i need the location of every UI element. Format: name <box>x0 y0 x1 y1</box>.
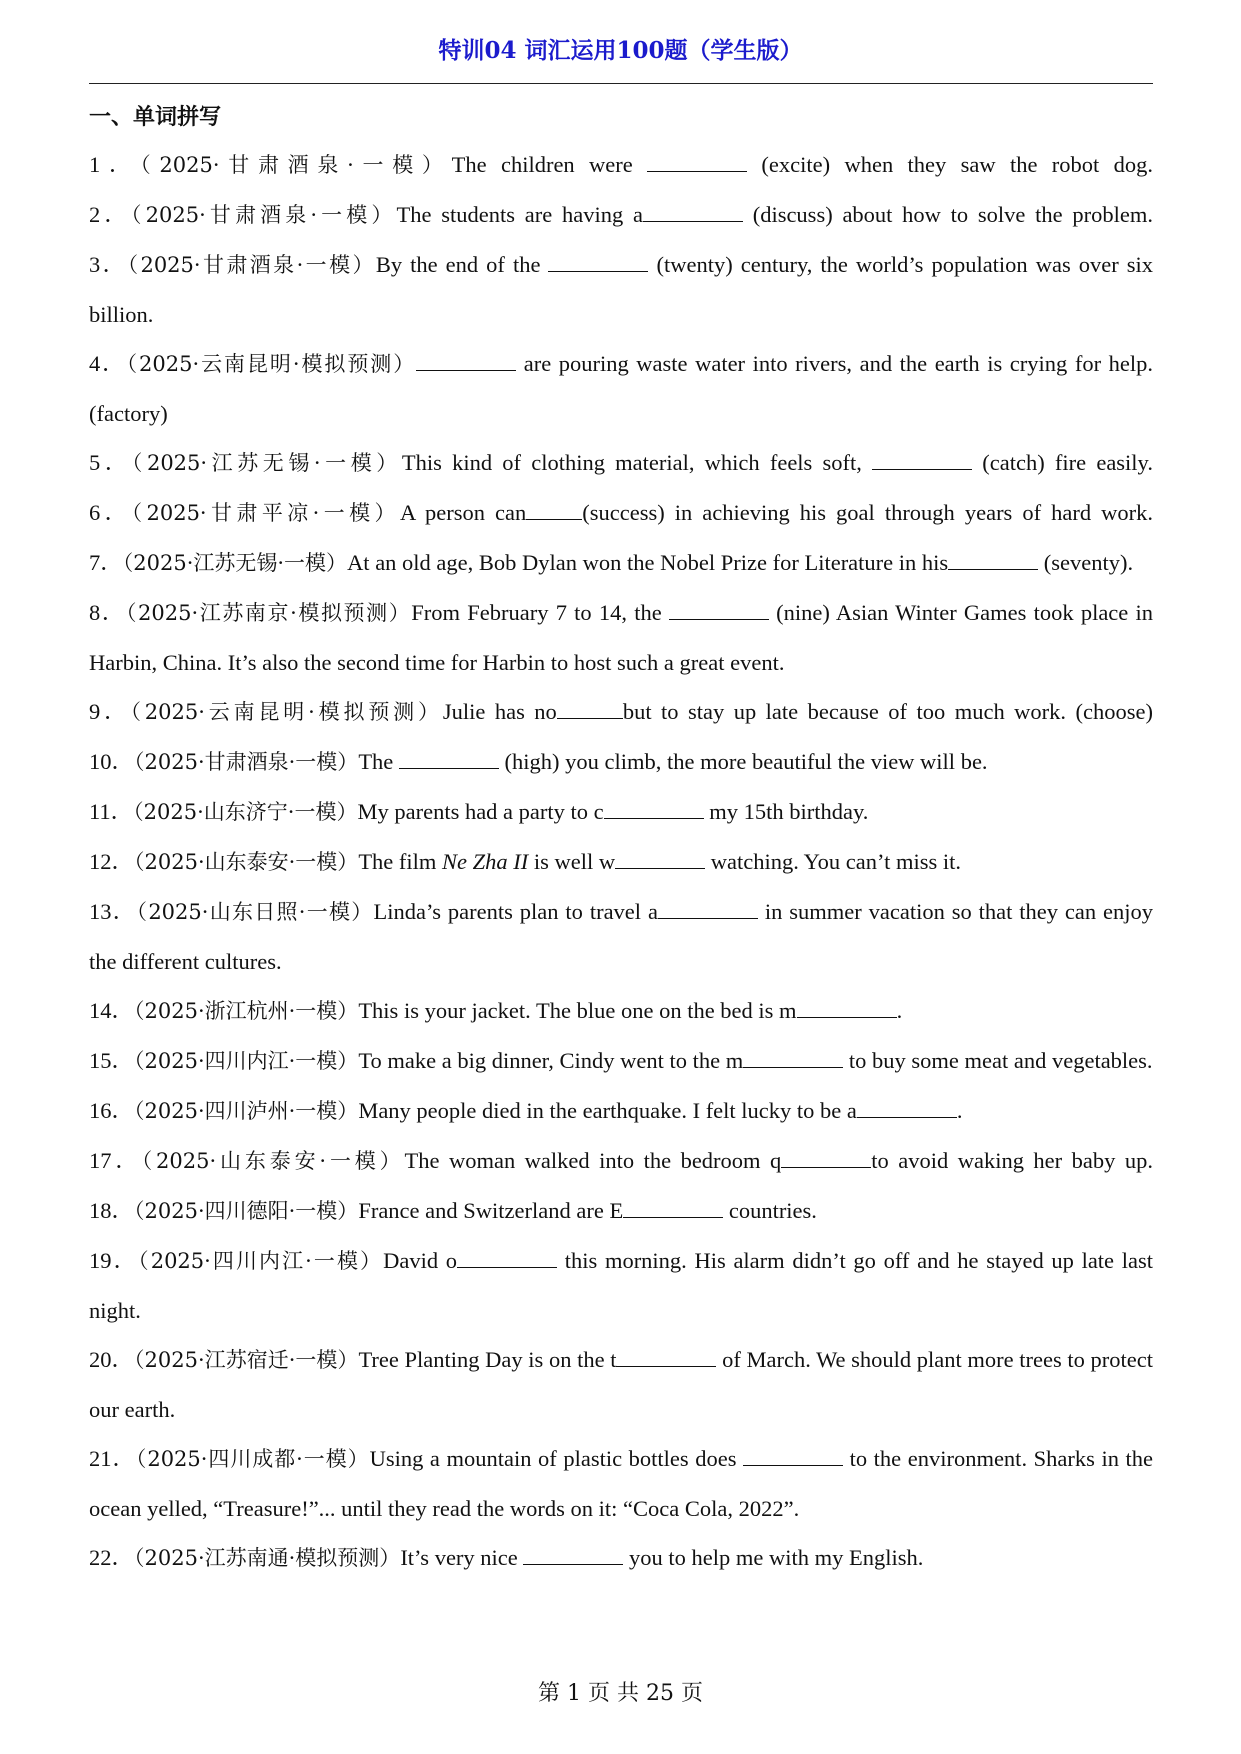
question-source: （2025·江苏无锡·一模） <box>131 451 402 475</box>
answer-blank[interactable] <box>457 1245 557 1268</box>
question-source: （2025·云南昆明·模拟预测） <box>130 700 443 724</box>
section-heading: 一、单词拼写 <box>89 105 222 130</box>
page-title: 特训04 词汇运用100题（学生版） <box>438 37 803 64</box>
answer-blank[interactable] <box>399 746 499 769</box>
answer-blank[interactable] <box>548 249 648 272</box>
question-source: （2025·江苏无锡·一模） <box>122 551 348 575</box>
question-item: 18．（2025·四川德阳·一模）France and Switzerland are E countries. <box>89 1186 1153 1236</box>
question-item: 14．（2025·浙江杭州·一模）This is your jacket. The blue one on the bed is m . <box>89 986 1153 1036</box>
question-item: 11．（2025·山东济宁·一模）My parents had a party to c my 15th birthday. <box>89 787 1153 837</box>
answer-blank[interactable] <box>416 348 516 371</box>
question-item: 16．（2025·四川泸州·一模）Many people died in the earthquake. I felt lucky to be a . <box>89 1086 1153 1136</box>
question-item: 3．（2025·甘肃酒泉·一模）By the end of the (twenty) century, the world’s population was over six billion. <box>89 240 1153 339</box>
question-source: （2025·山东泰安·一模） <box>134 850 359 874</box>
question-item: 21．（2025·四川成都·一模）Using a mountain of plastic bottles does to the environment. Sharks in the ocean yelled, “Treasure!”... until they read the words on it: “Coca Cola, 2022”. <box>89 1434 1153 1533</box>
answer-blank[interactable] <box>526 497 582 520</box>
question-item: 8．（2025·江苏南京·模拟预测）From February 7 to 14, the (nine) Asian Winter Games took place in Harbin, China. It’s also the second time for Harbin to host such a great event. <box>89 588 1153 687</box>
question-item: 19．（2025·四川内江·一模）David o this morning. His alarm didn’t go off and he stayed up late last night. <box>89 1236 1153 1335</box>
question-source: （2025·甘肃酒泉·一模） <box>140 153 452 177</box>
question-item: 20．（2025·江苏宿迁·一模）Tree Planting Day is on the t of March. We should plant more trees to protect our earth. <box>89 1335 1153 1434</box>
answer-blank[interactable] <box>781 1145 871 1168</box>
answer-blank[interactable] <box>669 597 769 620</box>
question-item: 5．（2025·江苏无锡·一模）This kind of clothing material, which feels soft, (catch) fire easily. <box>89 438 1153 488</box>
question-source: （2025·江苏南京·模拟预测） <box>125 601 412 625</box>
question-source: （2025·浙江杭州·一模） <box>134 999 359 1023</box>
answer-blank[interactable] <box>872 447 972 470</box>
answer-blank[interactable] <box>557 696 623 719</box>
question-item: 2．（2025·甘肃酒泉·一模）The students are having a (discuss) about how to solve the problem. <box>89 190 1153 240</box>
question-source: （2025·四川德阳·一模） <box>134 1199 359 1223</box>
question-source: （2025·山东泰安·一模） <box>141 1149 405 1173</box>
question-source: （2025·四川内江·一模） <box>134 1049 359 1073</box>
answer-blank[interactable] <box>523 1542 623 1565</box>
question-item: 22．（2025·江苏南通·模拟预测）It’s very nice you to help me with my English. <box>89 1533 1153 1583</box>
question-source: （2025·甘肃酒泉·一模） <box>134 750 359 774</box>
question-item: 4．（2025·云南昆明·模拟预测） are pouring waste water into rivers, and the earth is crying for help. (factory) <box>89 339 1153 438</box>
question-source: （2025·山东济宁·一模） <box>133 800 358 824</box>
answer-blank[interactable] <box>948 547 1038 570</box>
answer-blank[interactable] <box>616 1344 716 1367</box>
question-item: 1．（2025·甘肃酒泉·一模）The children were (excite) when they saw the robot dog. <box>89 140 1153 190</box>
answer-blank[interactable] <box>743 1443 843 1466</box>
answer-blank[interactable] <box>615 846 705 869</box>
answer-blank[interactable] <box>743 1045 843 1068</box>
question-source: （2025·甘肃酒泉·一模） <box>127 253 376 277</box>
question-source: （2025·山东日照·一模） <box>136 900 374 924</box>
question-item: 6．（2025·甘肃平凉·一模）A person can (success) in achieving his goal through years of hard work. <box>89 488 1153 538</box>
question-source: （2025·甘肃酒泉·一模） <box>131 203 397 227</box>
answer-blank[interactable] <box>647 149 747 172</box>
answer-blank[interactable] <box>623 1195 723 1218</box>
answer-blank[interactable] <box>658 896 758 919</box>
question-item: 9．（2025·云南昆明·模拟预测）Julie has no but to stay up late because of too much work. (choose) <box>89 687 1153 737</box>
page-number: 第 1 页 共 25 页 <box>538 1681 703 1706</box>
header-divider <box>89 83 1153 84</box>
question-source: （2025·江苏宿迁·一模） <box>134 1348 359 1372</box>
question-source: （2025·甘肃平凉·一模） <box>131 501 400 525</box>
question-list <box>89 140 1153 1583</box>
question-item: 17．（2025·山东泰安·一模）The woman walked into the bedroom q to avoid waking her baby up. <box>89 1136 1153 1186</box>
question-item: 12．（2025·山东泰安·一模）The film Ne Zha II is well w watching. You can’t miss it. <box>89 837 1153 887</box>
question-source: （2025·云南昆明·模拟预测） <box>126 352 417 376</box>
question-source: （2025·江苏南通·模拟预测） <box>134 1546 401 1570</box>
question-item: 13．（2025·山东日照·一模）Linda’s parents plan to travel a in summer vacation so that they can enjoy the different cultures. <box>89 887 1153 986</box>
answer-blank[interactable] <box>797 995 897 1018</box>
question-item: 10．（2025·甘肃酒泉·一模）The (high) you climb, the more beautiful the view will be. <box>89 737 1153 787</box>
answer-blank[interactable] <box>643 199 743 222</box>
answer-blank[interactable] <box>857 1095 957 1118</box>
question-item: 15．（2025·四川内江·一模）To make a big dinner, Cindy went to the m to buy some meat and vegetables. <box>89 1036 1153 1086</box>
question-item: 7．（2025·江苏无锡·一模）At an old age, Bob Dylan won the Nobel Prize for Literature in his (seventy). <box>89 538 1153 588</box>
question-source: （2025·四川泸州·一模） <box>134 1099 359 1123</box>
question-source: （2025·四川内江·一模） <box>138 1249 384 1273</box>
answer-blank[interactable] <box>604 796 704 819</box>
question-source: （2025·四川成都·一模） <box>135 1447 370 1471</box>
